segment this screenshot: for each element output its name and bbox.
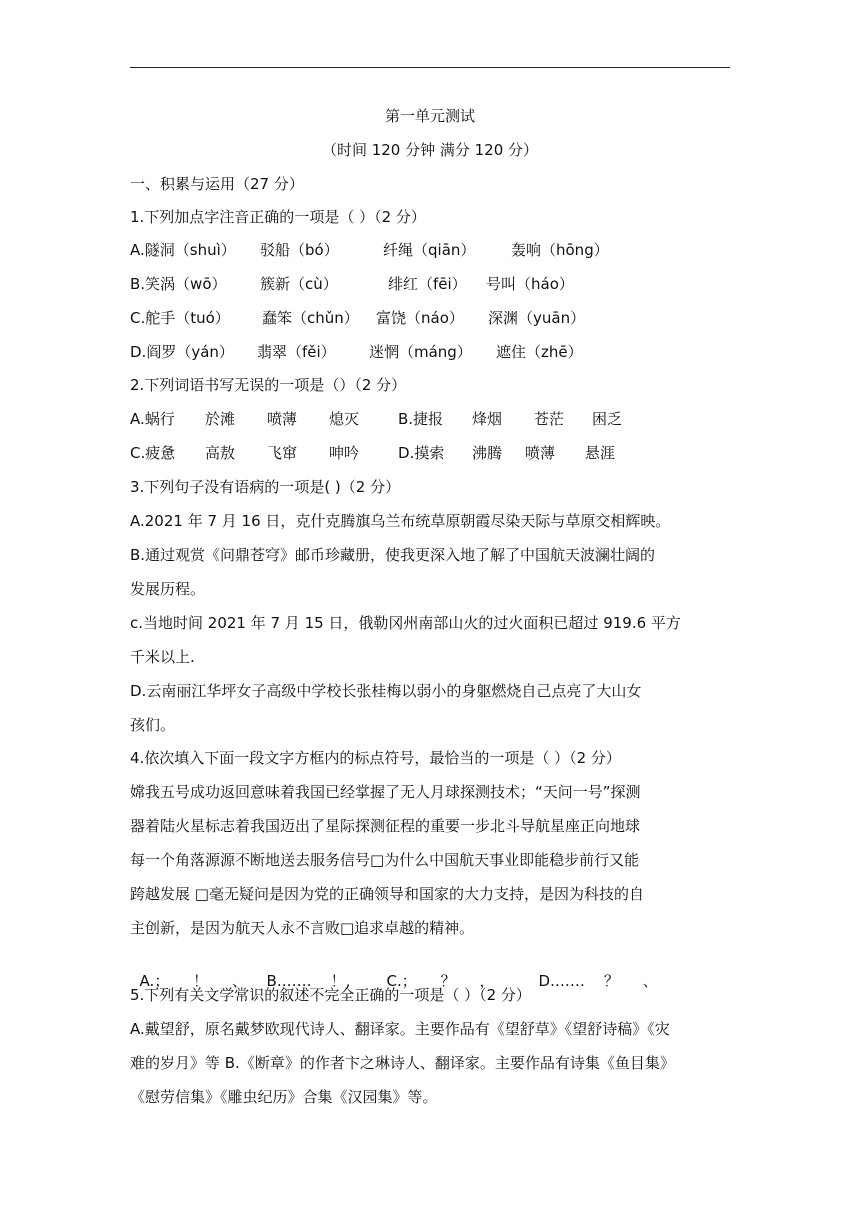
section-heading: 一、积累与运用（27 分）: [130, 175, 304, 193]
option-item: C.； ？ ，: [386, 972, 495, 990]
question-3-stem: 3.下列句子没有语病的一项是( )（2 分）: [130, 478, 401, 496]
option-item: 翡翠（fěi）: [257, 343, 336, 361]
option-item: 轰响（hōng）: [511, 241, 609, 259]
question-1-option-b: [130, 274, 574, 294]
question-3-line: A.2021 年 7 月 16 日，克什克腾旗乌兰布统草原朝霞尽染天际与草原交相辉映。: [130, 512, 671, 530]
option-item: 遮住（zhē）: [496, 343, 583, 361]
option-item: 号叫（háo）: [486, 275, 574, 293]
question-4-passage-line: 器着陆火星标志着我国迈出了星际探测征程的重要一步北斗导航星座正向地球: [130, 817, 641, 835]
question-4-passage-line: 主创新，是因为航天人永不言败□追求卓越的精神。: [130, 919, 475, 937]
word-item: 高敖: [205, 444, 236, 462]
top-rule: [130, 67, 730, 68]
question-3-line: 千米以上.: [130, 648, 195, 666]
option-item: 深渊（yuān）: [488, 309, 586, 327]
question-3-line: 发展历程。: [130, 580, 206, 598]
question-3-line: D.云南丽江华坪女子高级中学校长张桂梅以弱小的身躯燃烧自己点亮了大山女: [130, 682, 642, 700]
question-3-line: c.当地时间 2021 年 7 月 15 日，俄勒冈州南部山火的过火面积已超过 919.6 平方: [130, 614, 681, 632]
option-item: B.…… ！,: [266, 972, 351, 990]
question-1-option-c: [130, 308, 585, 328]
question-3-line: B.通过观赏《问鼎苍穹》邮币珍藏册，使我更深入地了解了中国航天波澜壮阔的: [130, 546, 656, 564]
word-item: B.捷报: [398, 410, 444, 428]
question-1-option-d: [130, 342, 583, 362]
question-5-line: 《慰劳信集》《雕虫纪历》合集《汉园集》等。: [130, 1088, 438, 1106]
word-item: D.摸索: [398, 444, 445, 462]
option-item: B.笑涡（wō）: [130, 275, 227, 293]
option-item: 纤绳（qiān）: [383, 241, 476, 259]
word-item: C.疲惫: [130, 444, 176, 462]
option-item: C.舵手（tuó）: [130, 309, 230, 327]
word-item: 喷薄: [267, 410, 298, 428]
option-item: 绯红（fēi）: [388, 275, 467, 293]
option-item: A.隧洞（shuì）: [130, 241, 236, 259]
word-item: 熄灭: [329, 410, 360, 428]
question-1-option-a: [130, 240, 609, 260]
question-5-line: 难的岁月》等 B.《断章》的作者卞之琳诗人、翻译家。主要作品有诗集《鱼目集》: [130, 1054, 675, 1072]
option-item: D.…… ？ 、: [538, 972, 658, 990]
word-item: 悬涯: [585, 444, 616, 462]
page-subtitle: （时间 120 分钟 满分 120 分）: [321, 141, 539, 159]
option-item: 富饶（náo）: [376, 309, 464, 327]
question-5-stem: 5.下列有关文学常识的叙述不完全正确的一项是（ ）（2 分）: [130, 986, 531, 1004]
option-item: 迷惘（máng）: [369, 343, 472, 361]
word-item: 喷薄: [525, 444, 556, 462]
question-4-passage-line: 嫦我五号成功返回意味着我国已经掌握了无人月球探测技术；“天问一号”探测: [130, 783, 641, 801]
word-item: 飞窜: [267, 444, 298, 462]
word-item: 苍茫: [534, 410, 565, 428]
word-item: 於滩: [205, 410, 236, 428]
option-item: 驳船（bó）: [260, 241, 339, 259]
question-2-row-1: [130, 409, 622, 429]
word-item: 困乏: [592, 410, 623, 428]
word-item: A.蜗行: [130, 410, 175, 428]
option-item: 簇新（cù）: [260, 275, 338, 293]
option-item: A.； ！ 、: [139, 972, 247, 990]
question-2-row-2: [130, 443, 615, 463]
question-5-line: A.戴望舒，原名戴梦欧现代诗人、翻译家。主要作品有《望舒草》《望舒诗稿》《灾: [130, 1020, 670, 1038]
question-4-stem: 4.依次填入下面一段文字方框内的标点符号，最恰当的一项是（ ）（2 分）: [130, 749, 621, 767]
question-2-stem: 2.下列词语书写无误的一项是（）（2 分）: [130, 376, 407, 394]
question-4-passage-line: 每一个角落源源不断地送去服务信号□为什么中国航天事业即能稳步前行又能: [130, 851, 640, 869]
option-item: D.阎罗（yán）: [130, 343, 234, 361]
page-title: 第一单元测试: [384, 107, 475, 125]
word-item: 呻吟: [329, 444, 360, 462]
word-item: 沸腾: [472, 444, 503, 462]
word-item: 烽烟: [472, 410, 503, 428]
option-item: 蠢笨（chǔn）: [262, 309, 359, 327]
question-4-passage-line: 跨越发展 □毫无疑问是因为党的正确领导和国家的大力支持，是因为科技的自: [130, 885, 644, 903]
question-1-stem: 1.下列加点字注音正确的一项是（ ）（2 分）: [130, 208, 426, 226]
question-3-line: 孩们。: [130, 716, 176, 734]
